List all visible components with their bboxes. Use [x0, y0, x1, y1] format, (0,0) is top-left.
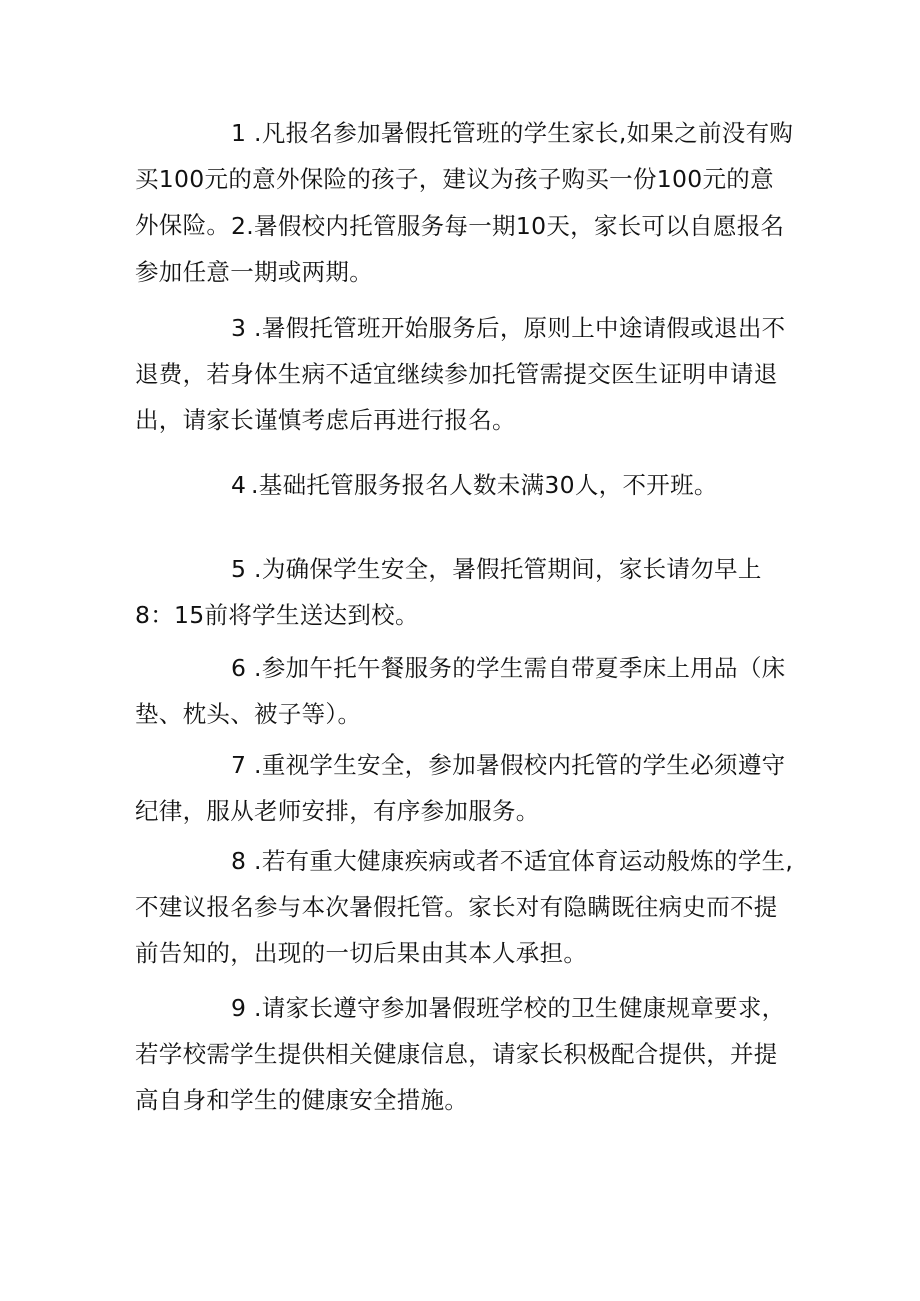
item-text: .暑假托管班开始服务后，原则上中途请假或退出不退费，若身体生病不适宜继续参加托管需提交医生证明申请退出，请家长谨慎考虑后再进行报名。: [135, 314, 786, 434]
item-number: 1: [231, 119, 247, 147]
list-item: [135, 645, 795, 737]
item-number: 3: [231, 314, 247, 342]
list-item: [135, 838, 795, 976]
list-item: [135, 203, 795, 295]
list-item: [135, 462, 795, 508]
item-text: .请家长遵守参加暑假班学校的卫生健康规章要求，若学校需学生提供相关健康信息，请家长积极配合提供，并提高自身和学生的健康安全措施。: [135, 994, 786, 1114]
item-number: 6: [231, 654, 247, 682]
item-text: .为确保学生安全，暑假托管期间，家长请勿早上8：15前将学生送达到校。: [135, 555, 762, 629]
item-text: .基础托管服务报名人数未满30人，不开班。: [251, 471, 718, 499]
item-number: 9: [231, 994, 247, 1022]
item-number: 8: [231, 847, 247, 875]
item-text: .暑假校内托管服务每一期10天，家长可以自愿报名参加任意一期或两期。: [135, 212, 785, 286]
list-item: [135, 742, 795, 834]
list-item: [135, 546, 795, 638]
item-text: .参加午托午餐服务的学生需自带夏季床上用品（床垫、枕头、被子等）。: [135, 654, 786, 728]
item-number: 2: [231, 212, 247, 240]
list-item: [135, 985, 795, 1123]
item-number: 5: [231, 555, 247, 583]
item-number: 4: [231, 471, 247, 499]
item-text: .重视学生安全，参加暑假校内托管的学生必须遵守纪律，服从老师安排，有序参加服务。: [135, 751, 786, 825]
item-number: 7: [231, 751, 247, 779]
list-item: [135, 305, 795, 443]
item-text: .凡报名参加暑假托管班的学生家长,如果之前没有购买100元的意外保险的孩子，建议为孩子购买一份100元的意外保险。: [135, 119, 794, 239]
item-text: .若有重大健康疾病或者不适宜体育运动般炼的学生,不建议报名参与本次暑假托管。家长对有隐瞒既往病史而不提前告知的，出现的一切后果由其本人承担。: [135, 847, 794, 967]
